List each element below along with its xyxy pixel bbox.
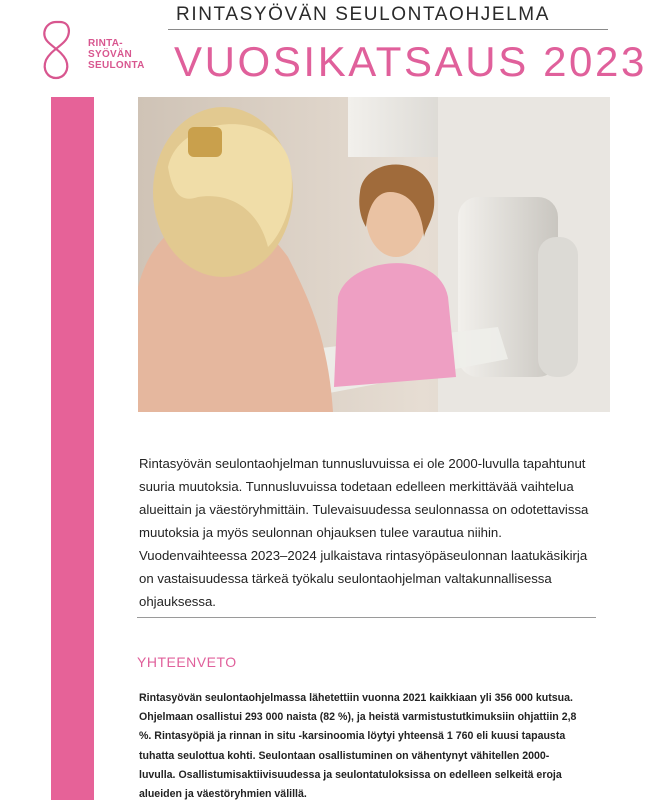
accent-sidebar: [51, 97, 94, 800]
intro-paragraph: Rintasyövän seulontaohjelman tunnusluvuissa ei ole 2000-luvulla tapahtunut suuria muutoksia. Tunnusluvuissa todetaan edelleen merkittävää vaihtelua alueittain ja väestöryhmittäin. Tulevaisuudessa seulonnassa on odotettavissa muutoksia ja myös seulonnan ohjauksen tulee varautua niihin. Vuodenvaihteessa 2023–2024 julkaistava rintasyöpäseulonnan laatukäsikirja on vastaisuudessa tärkeä työkalu seulontaohjelman valtakunnallisessa ohjauksessa.: [139, 456, 589, 609]
logo-wordmark: [88, 38, 145, 71]
summary-heading: YHTEENVETO: [137, 654, 237, 670]
program-name: RINTASYÖVÄN SEULONTAOHJELMA: [176, 4, 551, 25]
mammography-illustration: [138, 97, 610, 412]
logo-line-1: RINTA-: [88, 38, 123, 49]
logo-line-3: SEULONTA: [88, 60, 145, 71]
program-logo: [36, 18, 146, 82]
summary-text: Rintasyövän seulontaohjelmassa lähetettiin vuonna 2021 kaikkiaan yli 356 000 kutsua. Ohjelmaan osallistui 293 000 naista (82 %), ja heistä varmistustutkimuksiin ohjattiin 2,8 %. Rintasyöpiä ja rinnan in situ -karsinoomia löytyi yhteensä 1 760 eli kuusi tapausta tuhatta seulottua kohti. Seulontaan osallistuminen on vähentynyt vähitellen 2000-luvulla. Osallistumisaktiivisuudessa ja seulontatuloksissa on edelleen selkeitä eroja alueiden ja väestöryhmien välillä.: [139, 692, 577, 801]
ribbon-eight-icon: [36, 18, 76, 82]
logo-line-2: SYÖVÄN: [88, 49, 133, 60]
section-divider: [137, 617, 596, 618]
cover-photo: [138, 97, 610, 412]
header-divider: [168, 29, 608, 30]
page-title: VUOSIKATSAUS 2023: [174, 38, 647, 85]
